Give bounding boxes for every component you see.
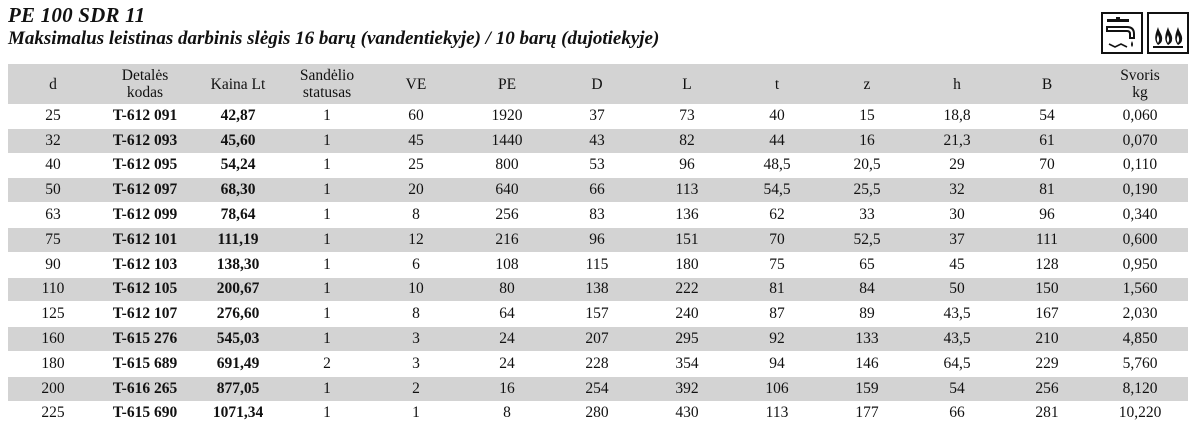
table-cell: 276,60 bbox=[216, 305, 260, 323]
table-cell: 75 bbox=[769, 255, 785, 273]
column-header bbox=[462, 64, 552, 104]
table-cell: 37 bbox=[912, 227, 1002, 252]
table-cell: 2,030 bbox=[1122, 305, 1158, 323]
table-cell: 1 bbox=[323, 255, 331, 273]
table-cell: T-612 107 bbox=[112, 305, 178, 323]
table-cell: 138 bbox=[552, 277, 642, 302]
title-block bbox=[8, 3, 659, 51]
table-cell: 60 bbox=[408, 106, 424, 124]
table-cell: 48,5 bbox=[763, 156, 791, 174]
table-cell: T-615 690 bbox=[112, 404, 178, 422]
table-cell: 180 bbox=[675, 255, 699, 273]
table-cell: 78,64 bbox=[220, 206, 256, 224]
table-cell: 146 bbox=[855, 354, 879, 372]
table-cell: 92 bbox=[732, 327, 822, 352]
table-cell: 52,5 bbox=[822, 227, 912, 252]
table-header-row bbox=[8, 64, 1188, 104]
table-cell: 640 bbox=[462, 178, 552, 203]
table-cell: 45 bbox=[370, 128, 462, 153]
table-cell: 54 bbox=[912, 376, 1002, 401]
column-header-line: Kaina Lt bbox=[210, 75, 266, 93]
table-cell: 210 bbox=[1002, 327, 1092, 352]
table-cell: 1071,34 bbox=[212, 404, 264, 422]
table-cell: 29 bbox=[949, 156, 965, 174]
column-header bbox=[98, 64, 192, 104]
column-header-line: VE bbox=[405, 75, 427, 93]
column-header bbox=[8, 64, 98, 104]
page-subtitle: Maksimalus leistinas darbinis slėgis 16 barų (vandentiekyje) / 10 barų (dujotiekyje) bbox=[8, 28, 660, 49]
table-row bbox=[8, 351, 1188, 376]
column-header-line: Sandėlio bbox=[299, 67, 355, 84]
column-header bbox=[912, 64, 1002, 104]
table-cell: T-612 099 bbox=[112, 206, 178, 224]
table-row bbox=[8, 203, 1188, 228]
table-cell: 66 bbox=[552, 178, 642, 203]
column-header-line: Svoris bbox=[1120, 67, 1160, 84]
table-cell: 1,560 bbox=[1092, 277, 1188, 302]
table-cell: 43,5 bbox=[912, 327, 1002, 352]
table-cell: 106 bbox=[732, 376, 822, 401]
table-cell: 254 bbox=[552, 376, 642, 401]
column-header-line: z bbox=[863, 75, 871, 93]
table-cell: 70 bbox=[1039, 156, 1055, 174]
table-cell: 24 bbox=[462, 327, 552, 352]
table-cell: 12 bbox=[370, 227, 462, 252]
table-row bbox=[8, 401, 1188, 426]
table-cell: 44 bbox=[732, 128, 822, 153]
table-cell: T-612 093 bbox=[98, 128, 192, 153]
table-cell: 54 bbox=[1039, 106, 1055, 124]
table-cell: 89 bbox=[859, 305, 875, 323]
table-cell: 94 bbox=[769, 354, 785, 372]
table-cell: 150 bbox=[1002, 277, 1092, 302]
table-cell: 32 bbox=[8, 128, 98, 153]
table-cell: 281 bbox=[1035, 404, 1059, 422]
table-cell: 800 bbox=[495, 156, 519, 174]
table-cell: 16 bbox=[822, 128, 912, 153]
table-cell: 280 bbox=[585, 404, 609, 422]
table-cell: 90 bbox=[45, 255, 61, 273]
table-cell: T-612 091 bbox=[112, 106, 178, 124]
table-cell: 64,5 bbox=[943, 354, 971, 372]
column-header bbox=[1092, 64, 1188, 104]
column-header-line: kodas bbox=[126, 84, 164, 101]
table-cell: 54,24 bbox=[220, 156, 256, 174]
gas-flame-icon bbox=[1147, 12, 1189, 54]
table-cell: T-615 689 bbox=[112, 354, 178, 372]
table-cell: 0,600 bbox=[1092, 227, 1188, 252]
table-cell: 392 bbox=[642, 376, 732, 401]
table-cell: 160 bbox=[8, 327, 98, 352]
table-row bbox=[8, 128, 1188, 153]
table-cell: 225 bbox=[41, 404, 65, 422]
table-cell: 0,950 bbox=[1122, 255, 1158, 273]
table-cell: 8 bbox=[412, 206, 420, 224]
table-cell: 256 bbox=[1002, 376, 1092, 401]
table-cell: 5,760 bbox=[1122, 354, 1158, 372]
table-row bbox=[8, 376, 1188, 401]
table-cell: 1 bbox=[323, 404, 331, 422]
table-cell: 1 bbox=[284, 128, 370, 153]
table-row bbox=[8, 327, 1188, 352]
table-cell: 43,5 bbox=[943, 305, 971, 323]
table-cell: 43 bbox=[552, 128, 642, 153]
table-cell: T-612 097 bbox=[98, 178, 192, 203]
table-cell: 295 bbox=[642, 327, 732, 352]
table-cell: 16 bbox=[462, 376, 552, 401]
table-row bbox=[8, 277, 1188, 302]
table-cell: T-612 105 bbox=[98, 277, 192, 302]
table-cell: 1 bbox=[323, 305, 331, 323]
table-cell: 110 bbox=[8, 277, 98, 302]
table-cell: 68,30 bbox=[192, 178, 284, 203]
column-header bbox=[284, 64, 370, 104]
table-cell: 18,8 bbox=[943, 106, 971, 124]
product-table bbox=[8, 64, 1188, 426]
table-cell: 0,070 bbox=[1092, 128, 1188, 153]
table-cell: 1920 bbox=[491, 106, 523, 124]
column-header-line: PE bbox=[497, 75, 517, 93]
table-cell: 8,120 bbox=[1092, 376, 1188, 401]
table-cell: 1 bbox=[323, 156, 331, 174]
table-cell: 207 bbox=[552, 327, 642, 352]
table-cell: 8 bbox=[412, 305, 420, 323]
table-cell: 66 bbox=[949, 404, 965, 422]
table-cell: 113 bbox=[765, 404, 789, 422]
table-cell: 157 bbox=[585, 305, 609, 323]
table-cell: 8 bbox=[503, 404, 511, 422]
table-cell: 10 bbox=[370, 277, 462, 302]
table-cell: 691,49 bbox=[216, 354, 260, 372]
table-cell: 0,340 bbox=[1122, 206, 1158, 224]
table-cell: 240 bbox=[675, 305, 699, 323]
table-cell: T-615 276 bbox=[98, 327, 192, 352]
column-header bbox=[370, 64, 462, 104]
table-cell: 53 bbox=[589, 156, 605, 174]
table-cell: 30 bbox=[949, 206, 965, 224]
table-cell: 40 bbox=[45, 156, 61, 174]
table-cell: 113 bbox=[642, 178, 732, 203]
column-header-line: t bbox=[774, 75, 780, 93]
table-row bbox=[8, 178, 1188, 203]
table-cell: 177 bbox=[855, 404, 879, 422]
table-cell: 180 bbox=[41, 354, 65, 372]
table-cell: 61 bbox=[1002, 128, 1092, 153]
table-cell: 128 bbox=[1035, 255, 1059, 273]
table-cell: 81 bbox=[1002, 178, 1092, 203]
table-cell: 0,190 bbox=[1092, 178, 1188, 203]
usage-icons bbox=[1101, 12, 1189, 54]
table-cell: 50 bbox=[912, 277, 1002, 302]
table-cell: 25 bbox=[45, 106, 61, 124]
table-cell: 545,03 bbox=[192, 327, 284, 352]
table-cell: 42,87 bbox=[220, 106, 256, 124]
table-cell: T-612 101 bbox=[98, 227, 192, 252]
table-row bbox=[8, 302, 1188, 327]
column-header-line: D bbox=[591, 75, 603, 93]
page-title: PE 100 SDR 11 bbox=[8, 3, 146, 27]
table-cell: 3 bbox=[412, 354, 420, 372]
table-cell: 81 bbox=[732, 277, 822, 302]
table-cell: 65 bbox=[859, 255, 875, 273]
table-cell: 70 bbox=[732, 227, 822, 252]
table-cell: 151 bbox=[642, 227, 732, 252]
table-cell: 1 bbox=[323, 206, 331, 224]
table-cell: 50 bbox=[8, 178, 98, 203]
table-cell: 54,5 bbox=[732, 178, 822, 203]
table-cell: 229 bbox=[1035, 354, 1059, 372]
column-header-line: d bbox=[49, 75, 57, 93]
table-cell: 21,3 bbox=[912, 128, 1002, 153]
table-cell: 45,60 bbox=[192, 128, 284, 153]
table-cell: 354 bbox=[675, 354, 699, 372]
table-cell: 45 bbox=[949, 255, 965, 273]
table-cell: 20 bbox=[370, 178, 462, 203]
table-cell: 1 bbox=[284, 277, 370, 302]
table-cell: T-616 265 bbox=[98, 376, 192, 401]
table-cell: 430 bbox=[675, 404, 699, 422]
table-cell: 200,67 bbox=[192, 277, 284, 302]
table-cell: 32 bbox=[912, 178, 1002, 203]
table-cell: 84 bbox=[822, 277, 912, 302]
table-cell: 64 bbox=[499, 305, 515, 323]
table-cell: 20,5 bbox=[853, 156, 881, 174]
table-cell: 111,19 bbox=[192, 227, 284, 252]
table-cell: 96 bbox=[1039, 206, 1055, 224]
table-cell: 63 bbox=[45, 206, 61, 224]
table-cell: 2 bbox=[323, 354, 331, 372]
table-cell: 1 bbox=[412, 404, 420, 422]
table-cell: 3 bbox=[370, 327, 462, 352]
table-cell: 4,850 bbox=[1092, 327, 1188, 352]
table-cell: 75 bbox=[8, 227, 98, 252]
table-cell: 15 bbox=[859, 106, 875, 124]
table-cell: 1 bbox=[284, 327, 370, 352]
table-cell: 62 bbox=[769, 206, 785, 224]
table-cell: 40 bbox=[769, 106, 785, 124]
table-cell: 6 bbox=[412, 255, 420, 273]
table-cell: 25,5 bbox=[822, 178, 912, 203]
column-header-line: kg bbox=[1132, 84, 1148, 101]
table-cell: 222 bbox=[642, 277, 732, 302]
table-cell: 228 bbox=[585, 354, 609, 372]
table-cell: 1 bbox=[284, 227, 370, 252]
column-header bbox=[192, 64, 284, 104]
column-header bbox=[642, 64, 732, 104]
table-cell: 33 bbox=[859, 206, 875, 224]
water-tap-icon bbox=[1101, 12, 1143, 54]
column-header bbox=[552, 64, 642, 104]
column-header-line: L bbox=[682, 75, 692, 93]
table-cell: 96 bbox=[679, 156, 695, 174]
table-cell: 0,110 bbox=[1122, 156, 1158, 174]
table-cell: 1 bbox=[323, 106, 331, 124]
column-header-line: Detalės bbox=[121, 67, 169, 84]
table-cell: 125 bbox=[41, 305, 65, 323]
table-cell: 136 bbox=[675, 206, 699, 224]
table-body bbox=[8, 104, 1188, 426]
column-header bbox=[1002, 64, 1092, 104]
column-header-line: h bbox=[953, 75, 961, 93]
table-cell: 200 bbox=[8, 376, 98, 401]
table-cell: 0,060 bbox=[1122, 106, 1158, 124]
table-cell: 87 bbox=[769, 305, 785, 323]
column-header-line: B bbox=[1041, 75, 1053, 93]
table-cell: 24 bbox=[499, 354, 515, 372]
table-cell: T-612 095 bbox=[112, 156, 178, 174]
table-row bbox=[8, 153, 1188, 178]
table-cell: T-612 103 bbox=[112, 255, 178, 273]
table-cell: 167 bbox=[1035, 305, 1059, 323]
table-cell: 216 bbox=[462, 227, 552, 252]
table-cell: 877,05 bbox=[192, 376, 284, 401]
column-header bbox=[732, 64, 822, 104]
table-cell: 1 bbox=[284, 376, 370, 401]
table-cell: 1 bbox=[284, 178, 370, 203]
table-cell: 138,30 bbox=[216, 255, 260, 273]
table-cell: 133 bbox=[822, 327, 912, 352]
table-cell: 108 bbox=[495, 255, 519, 273]
table-cell: 1440 bbox=[462, 128, 552, 153]
table-cell: 2 bbox=[370, 376, 462, 401]
table-cell: 115 bbox=[585, 255, 609, 273]
table-cell: 159 bbox=[822, 376, 912, 401]
table-cell: 96 bbox=[552, 227, 642, 252]
table-cell: 10,220 bbox=[1118, 404, 1162, 422]
table-cell: 83 bbox=[589, 206, 605, 224]
table-cell: 82 bbox=[642, 128, 732, 153]
column-header-line: statusas bbox=[302, 84, 352, 101]
table-row bbox=[8, 104, 1188, 128]
table-row bbox=[8, 252, 1188, 277]
table-cell: 37 bbox=[589, 106, 605, 124]
table-cell: 73 bbox=[679, 106, 695, 124]
table-cell: 25 bbox=[408, 156, 424, 174]
column-header bbox=[822, 64, 912, 104]
table-cell: 80 bbox=[462, 277, 552, 302]
table-row bbox=[8, 227, 1188, 252]
table-cell: 111 bbox=[1002, 227, 1092, 252]
table-cell: 256 bbox=[495, 206, 519, 224]
